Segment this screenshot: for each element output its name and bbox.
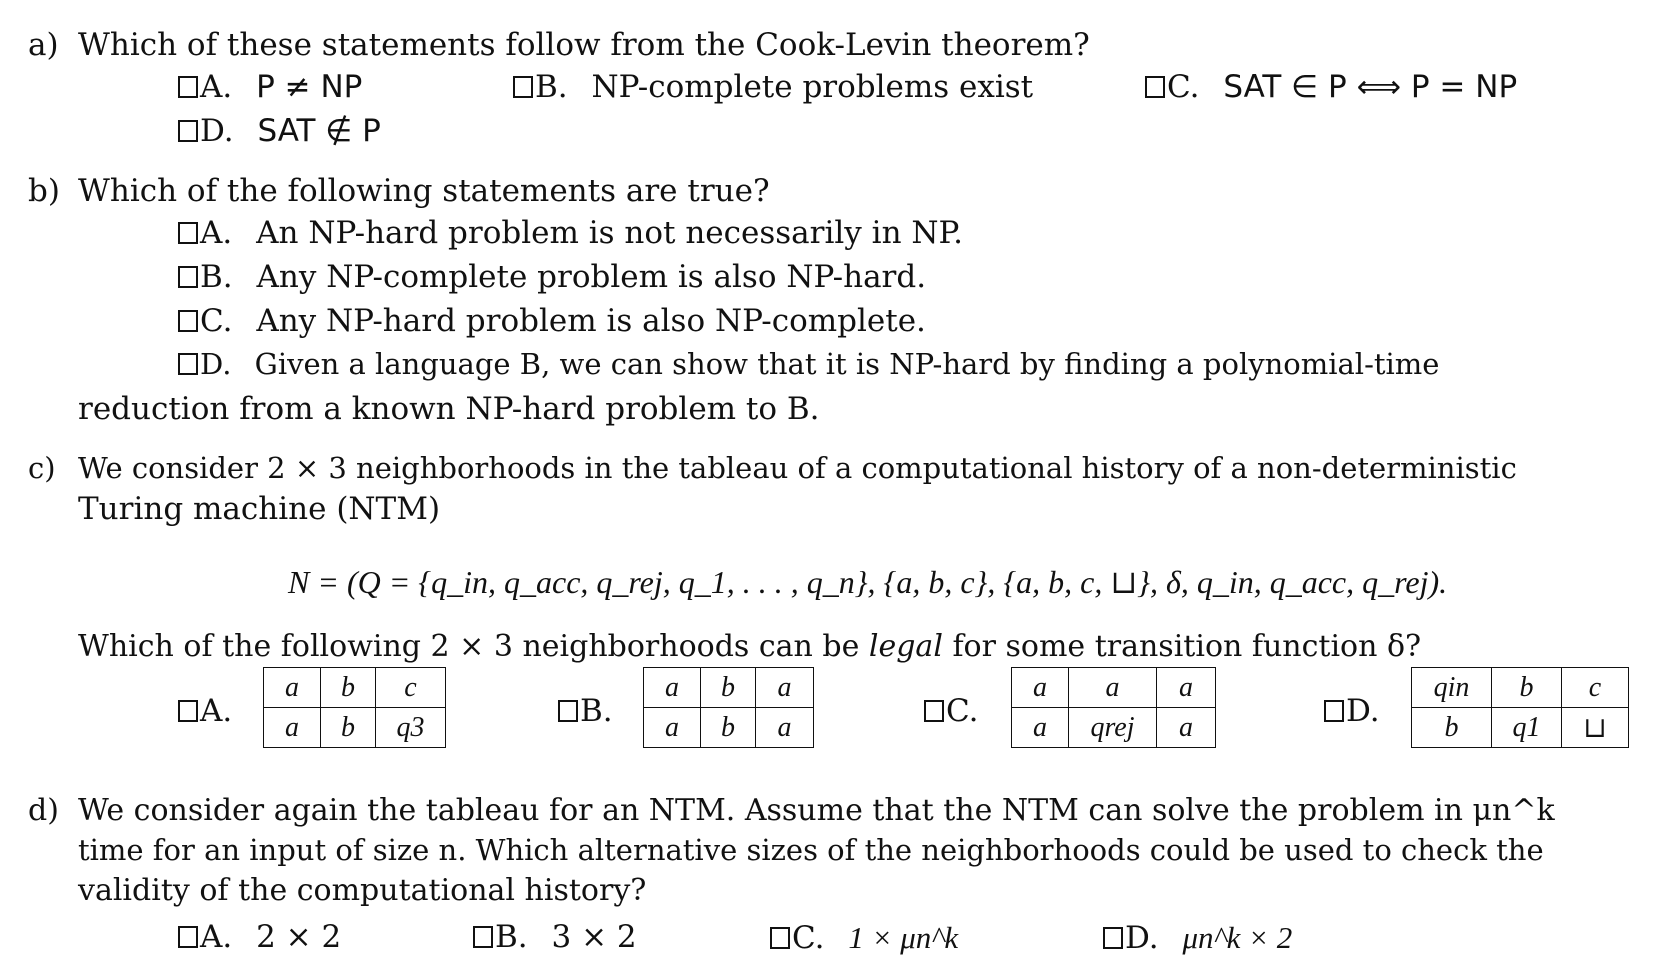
checkbox[interactable] [178,310,198,332]
checkbox[interactable] [178,120,198,142]
part-a-marker: a) [28,27,59,63]
cell: a [264,668,321,708]
part-d-option-a[interactable]: A. 2 × 2 [178,922,341,953]
checkbox[interactable] [473,926,493,948]
cell: a [1069,668,1157,708]
cell: b [1492,668,1562,708]
cell: a [644,708,701,748]
cell: c [376,668,446,708]
part-a-option-b[interactable]: B. NP-complete problems exist [513,72,1033,103]
checkbox[interactable] [178,76,198,98]
part-c-question-line1: We consider 2 × 3 neighborhoods in the tableau of a computational history of a non-deterministic [78,451,1517,485]
neighborhood-table-c [1011,667,1216,748]
cell: b [321,668,376,708]
cell: a [1012,708,1069,748]
part-d-option-d[interactable]: D. μn^k × 2 [1103,922,1292,954]
part-c-option-d[interactable]: D. [1324,696,1380,727]
cell: a [1157,668,1216,708]
cell: a [756,708,814,748]
cell: a [756,668,814,708]
cell: q1 [1492,708,1562,748]
cell: a [1157,708,1216,748]
cell: a [644,668,701,708]
cell: a [264,708,321,748]
neighborhood-table-d [1411,667,1629,748]
checkbox[interactable] [924,700,944,722]
cell: q3 [376,708,446,748]
part-d-option-b[interactable]: B. 3 × 2 [473,922,637,953]
part-a-option-a[interactable]: A. P ≠ NP [178,72,362,103]
checkbox[interactable] [178,353,198,375]
part-c-question2: Which of the following 2 × 3 neighborhoods can be legal for some transition function δ? [78,629,1422,664]
cell: qin [1412,668,1492,708]
part-d-question-line1: We consider again the tableau for an NTM. Assume that the NTM can solve the problem in μn^k [78,793,1555,828]
part-c-option-c[interactable]: C. [924,696,978,727]
ntm-formula: N = (Q = {q_in, q_acc, q_rej, q_1, . . . , q_n}, {a, b, c}, {a, b, c, ⊔}, δ, q_in, q_acc, q_rej). [288,564,1448,600]
part-c-option-b[interactable]: B. [558,696,613,727]
part-d-question-line2: time for an input of size n. Which alternative sizes of the neighborhoods could be used to check the [78,833,1544,867]
neighborhood-table-a [263,667,446,748]
cell: b [701,708,756,748]
checkbox[interactable] [1103,927,1123,949]
cell: qrej [1069,708,1157,748]
neighborhood-table-b [643,667,814,748]
part-d-marker: d) [28,793,59,828]
checkbox[interactable] [178,926,198,948]
part-b-option-c[interactable]: C. Any NP-hard problem is also NP-complete. [178,306,926,337]
checkbox[interactable] [178,222,198,244]
checkbox[interactable] [513,76,533,98]
checkbox[interactable] [178,700,198,722]
cell: b [321,708,376,748]
checkbox[interactable] [1145,76,1165,98]
part-b-option-d[interactable]: D. Given a language B, we can show that it is NP-hard by finding a polynomial-time [178,350,1439,379]
part-b-option-a[interactable]: A. An NP-hard problem is not necessarily in NP. [178,218,963,249]
checkbox[interactable] [770,927,790,949]
checkbox[interactable] [178,266,198,288]
cell: b [1412,708,1492,748]
part-a-question: Which of these statements follow from the Cook-Levin theorem? [78,27,1090,63]
part-b-option-b[interactable]: B. Any NP-complete problem is also NP-hard. [178,262,926,293]
part-a-option-c[interactable]: C. SAT ∈ P ⟺ P = NP [1145,72,1517,103]
cell: c [1562,668,1629,708]
part-d-question-line3: validity of the computational history? [78,873,647,908]
part-c-marker: c) [28,451,56,485]
checkbox[interactable] [558,700,578,722]
part-a-option-d[interactable]: D. SAT ∉ P [178,116,381,147]
part-b-option-d-continuation: reduction from a known NP-hard problem to B. [78,391,820,427]
checkbox[interactable] [1324,700,1344,722]
part-c-question-line2: Turing machine (NTM) [78,491,441,527]
part-b-question: Which of the following statements are true? [78,173,770,209]
part-d-option-c[interactable]: C. 1 × μn^k [770,922,958,954]
part-b-marker: b) [28,173,60,209]
cell: b [701,668,756,708]
part-c-option-a[interactable]: A. [178,696,232,727]
cell: a [1012,668,1069,708]
cell: ⊔ [1562,708,1629,748]
